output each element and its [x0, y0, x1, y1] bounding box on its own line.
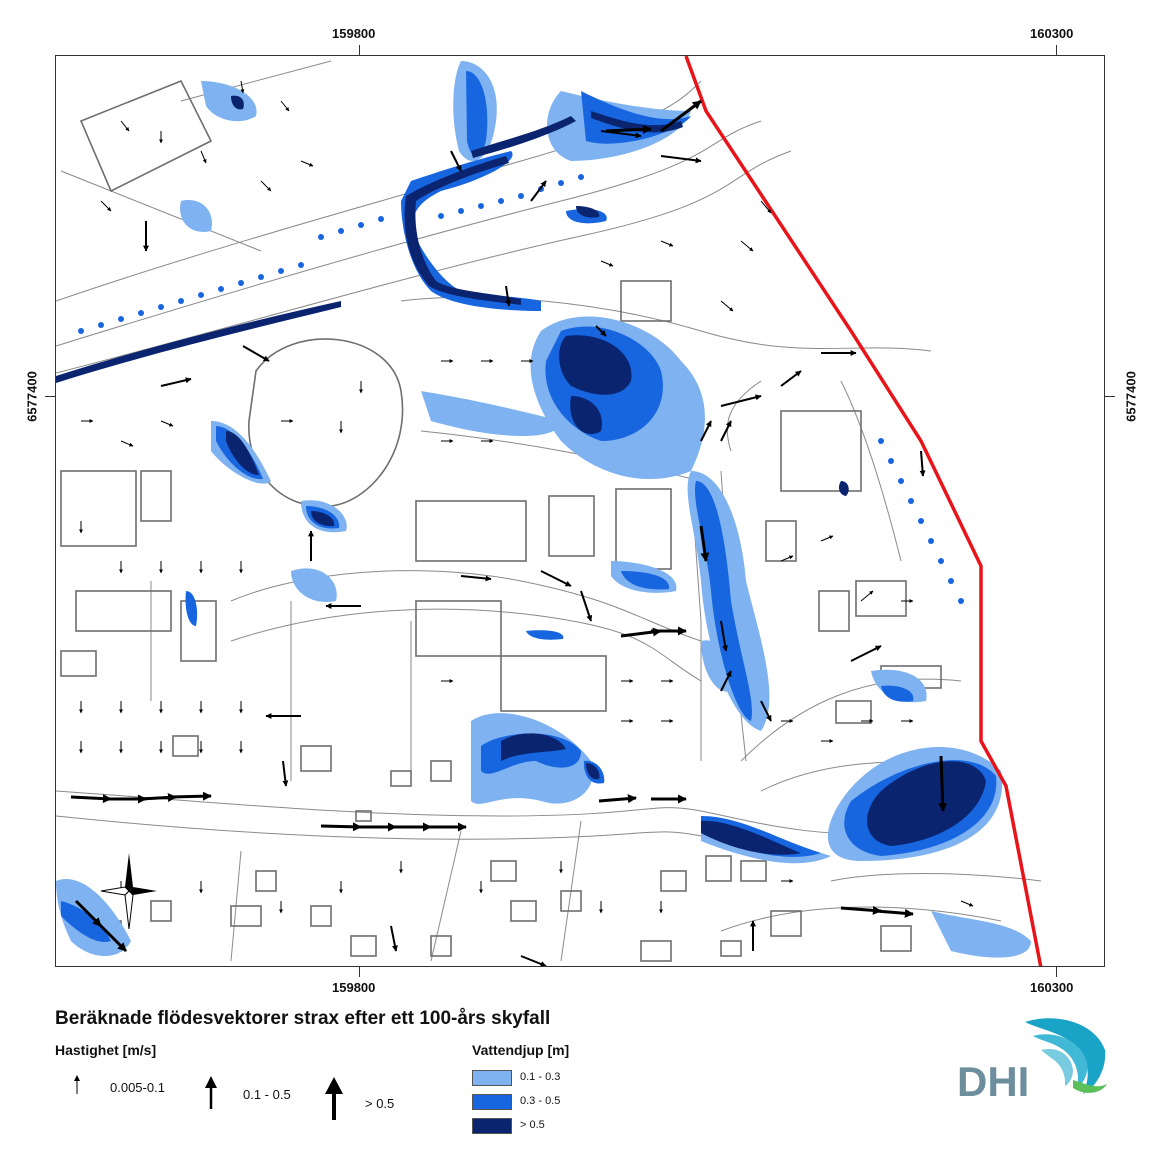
x-coord-top-2: 160300: [1030, 26, 1074, 41]
tick-top-2: [1056, 45, 1057, 55]
water-depth-mid: [61, 71, 996, 942]
x-coord-bottom-2: 160300: [1030, 980, 1074, 995]
arrow-large-icon: [323, 1076, 345, 1122]
x-coord-bottom-1: 159800: [332, 980, 376, 995]
depth-label-mid: 0.3 - 0.5: [520, 1095, 561, 1107]
x-coord-top-1: 159800: [332, 26, 376, 41]
speed-legend-heading: Hastighet [m/s]: [55, 1042, 157, 1058]
flood-map[interactable]: [56, 56, 1105, 967]
tick-top-1: [359, 45, 360, 55]
arrow-small-icon: [72, 1074, 82, 1096]
y-coord-left: 6577400: [24, 371, 40, 422]
tick-bottom-2: [1056, 967, 1057, 977]
velocity-arrows-medium: [146, 131, 923, 966]
depth-label-low: 0.1 - 0.3: [520, 1071, 561, 1083]
depth-label-high: > 0.5: [520, 1119, 545, 1131]
speed-label-small: 0.005-0.1: [110, 1080, 165, 1095]
speed-label-medium: 0.1 - 0.5: [243, 1087, 291, 1102]
map-title: Beräknade flödesvektorer strax efter ett 100-års skyfall: [55, 1008, 551, 1029]
map-frame[interactable]: [55, 55, 1105, 967]
depth-swatch-mid: [472, 1094, 512, 1110]
arrow-medium-icon: [203, 1075, 219, 1111]
dhi-logo: [955, 1010, 1115, 1100]
circular-building: [249, 339, 403, 506]
road-water-dots: [78, 174, 964, 604]
depth-swatch-high: [472, 1118, 512, 1134]
y-coord-right: 6577400: [1123, 371, 1139, 422]
depth-swatch-low: [472, 1070, 512, 1086]
svg-text:DHI: DHI: [957, 1058, 1030, 1100]
depth-legend-heading: Vattendjup [m]: [472, 1042, 570, 1058]
tick-bottom-1: [359, 967, 360, 977]
tick-right: [1105, 396, 1115, 397]
tick-left: [45, 396, 55, 397]
speed-label-large: > 0.5: [365, 1096, 395, 1111]
